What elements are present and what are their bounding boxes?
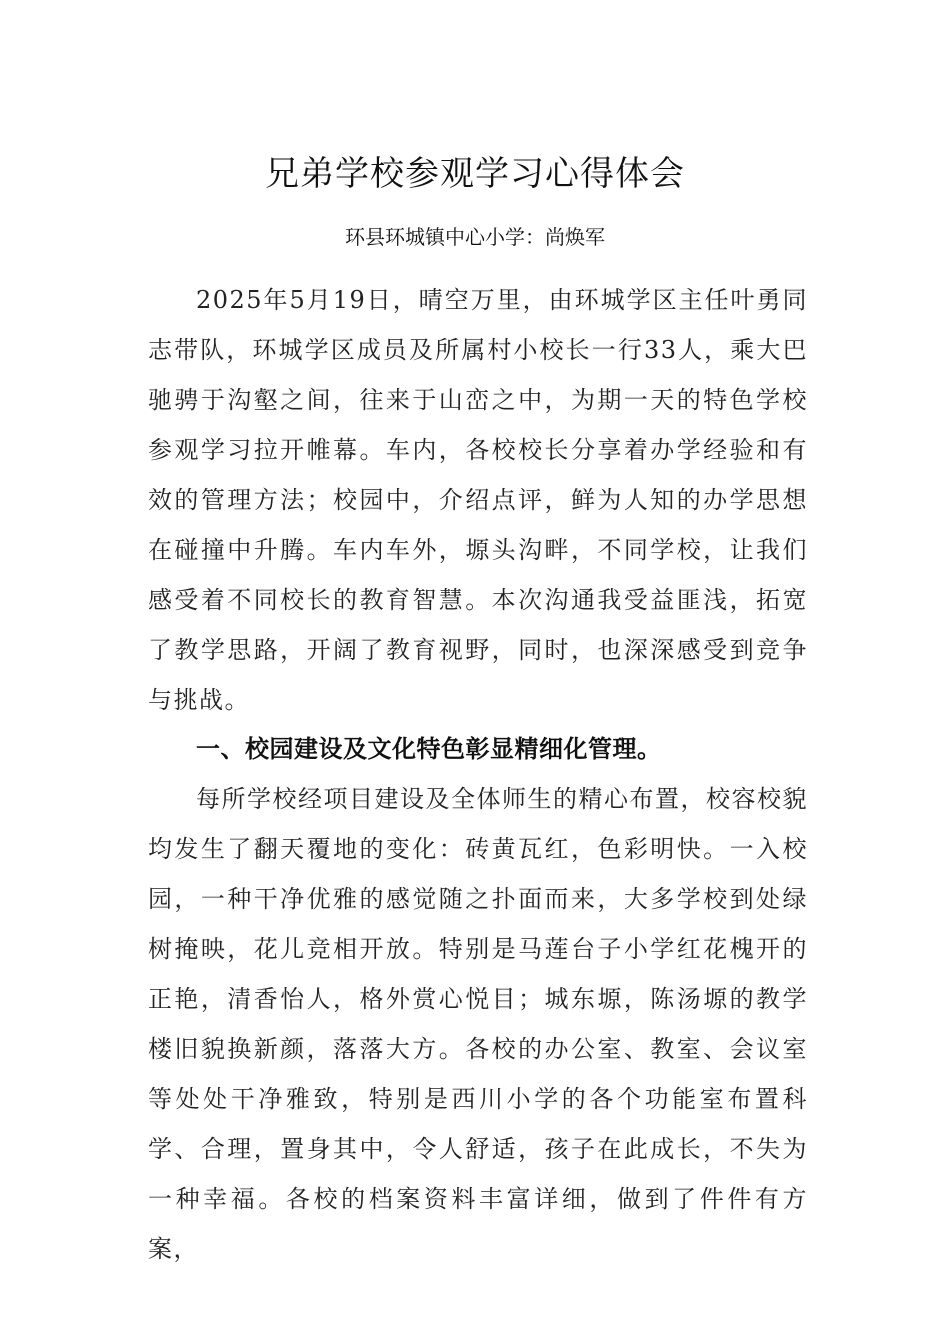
document-title: 兄弟学校参观学习心得体会 [265, 154, 685, 194]
intro-paragraph: 2025年5月19日，晴空万里，由环城学区主任叶勇同志带队，环城学区成员及所属村小校长一行33人，乘大巴驰骋于沟壑之间，往来于山峦之中，为期一天的特色学校参观学习拉开帷幕。车内，各校校长分享着办学经验和有效的管理方法；校园中，介绍点评，鲜为人知的办学思想在碰撞中升腾。车内车外，塬头沟畔，不同学校，让我们感受着不同校长的教育智慧。本次沟通我受益匪浅，拓宽了教学思路，开阔了教育视野，同时，也深深感受到竞争与挑战。 [148, 286, 808, 714]
section-paragraph: 每所学校经项目建设及全体师生的精心布置，校容校貌均发生了翻天覆地的变化：砖黄瓦红，色彩明快。一入校园，一种干净优雅的感觉随之扑面而来，大多学校到处绿树掩映，花儿竞相开放。特别是马莲台子小学红花槐开的正艳，清香怡人，格外赏心悦目；城东塬，陈汤塬的教学楼旧貌换新颜，落落大方。各校的办公室、教室、会议室等处处干净雅致，特别是西川小学的各个功能室布置科学、合理，置身其中，令人舒适，孩子在此成长，不失为一种幸福。各校的档案资料丰富详细，做到了件件有方案， [148, 785, 808, 1263]
author-line: 环县环城镇中心小学：尚焕军 [345, 225, 605, 249]
section-heading: 一、校园建设及文化特色彰显精细化管理。 [196, 735, 662, 763]
